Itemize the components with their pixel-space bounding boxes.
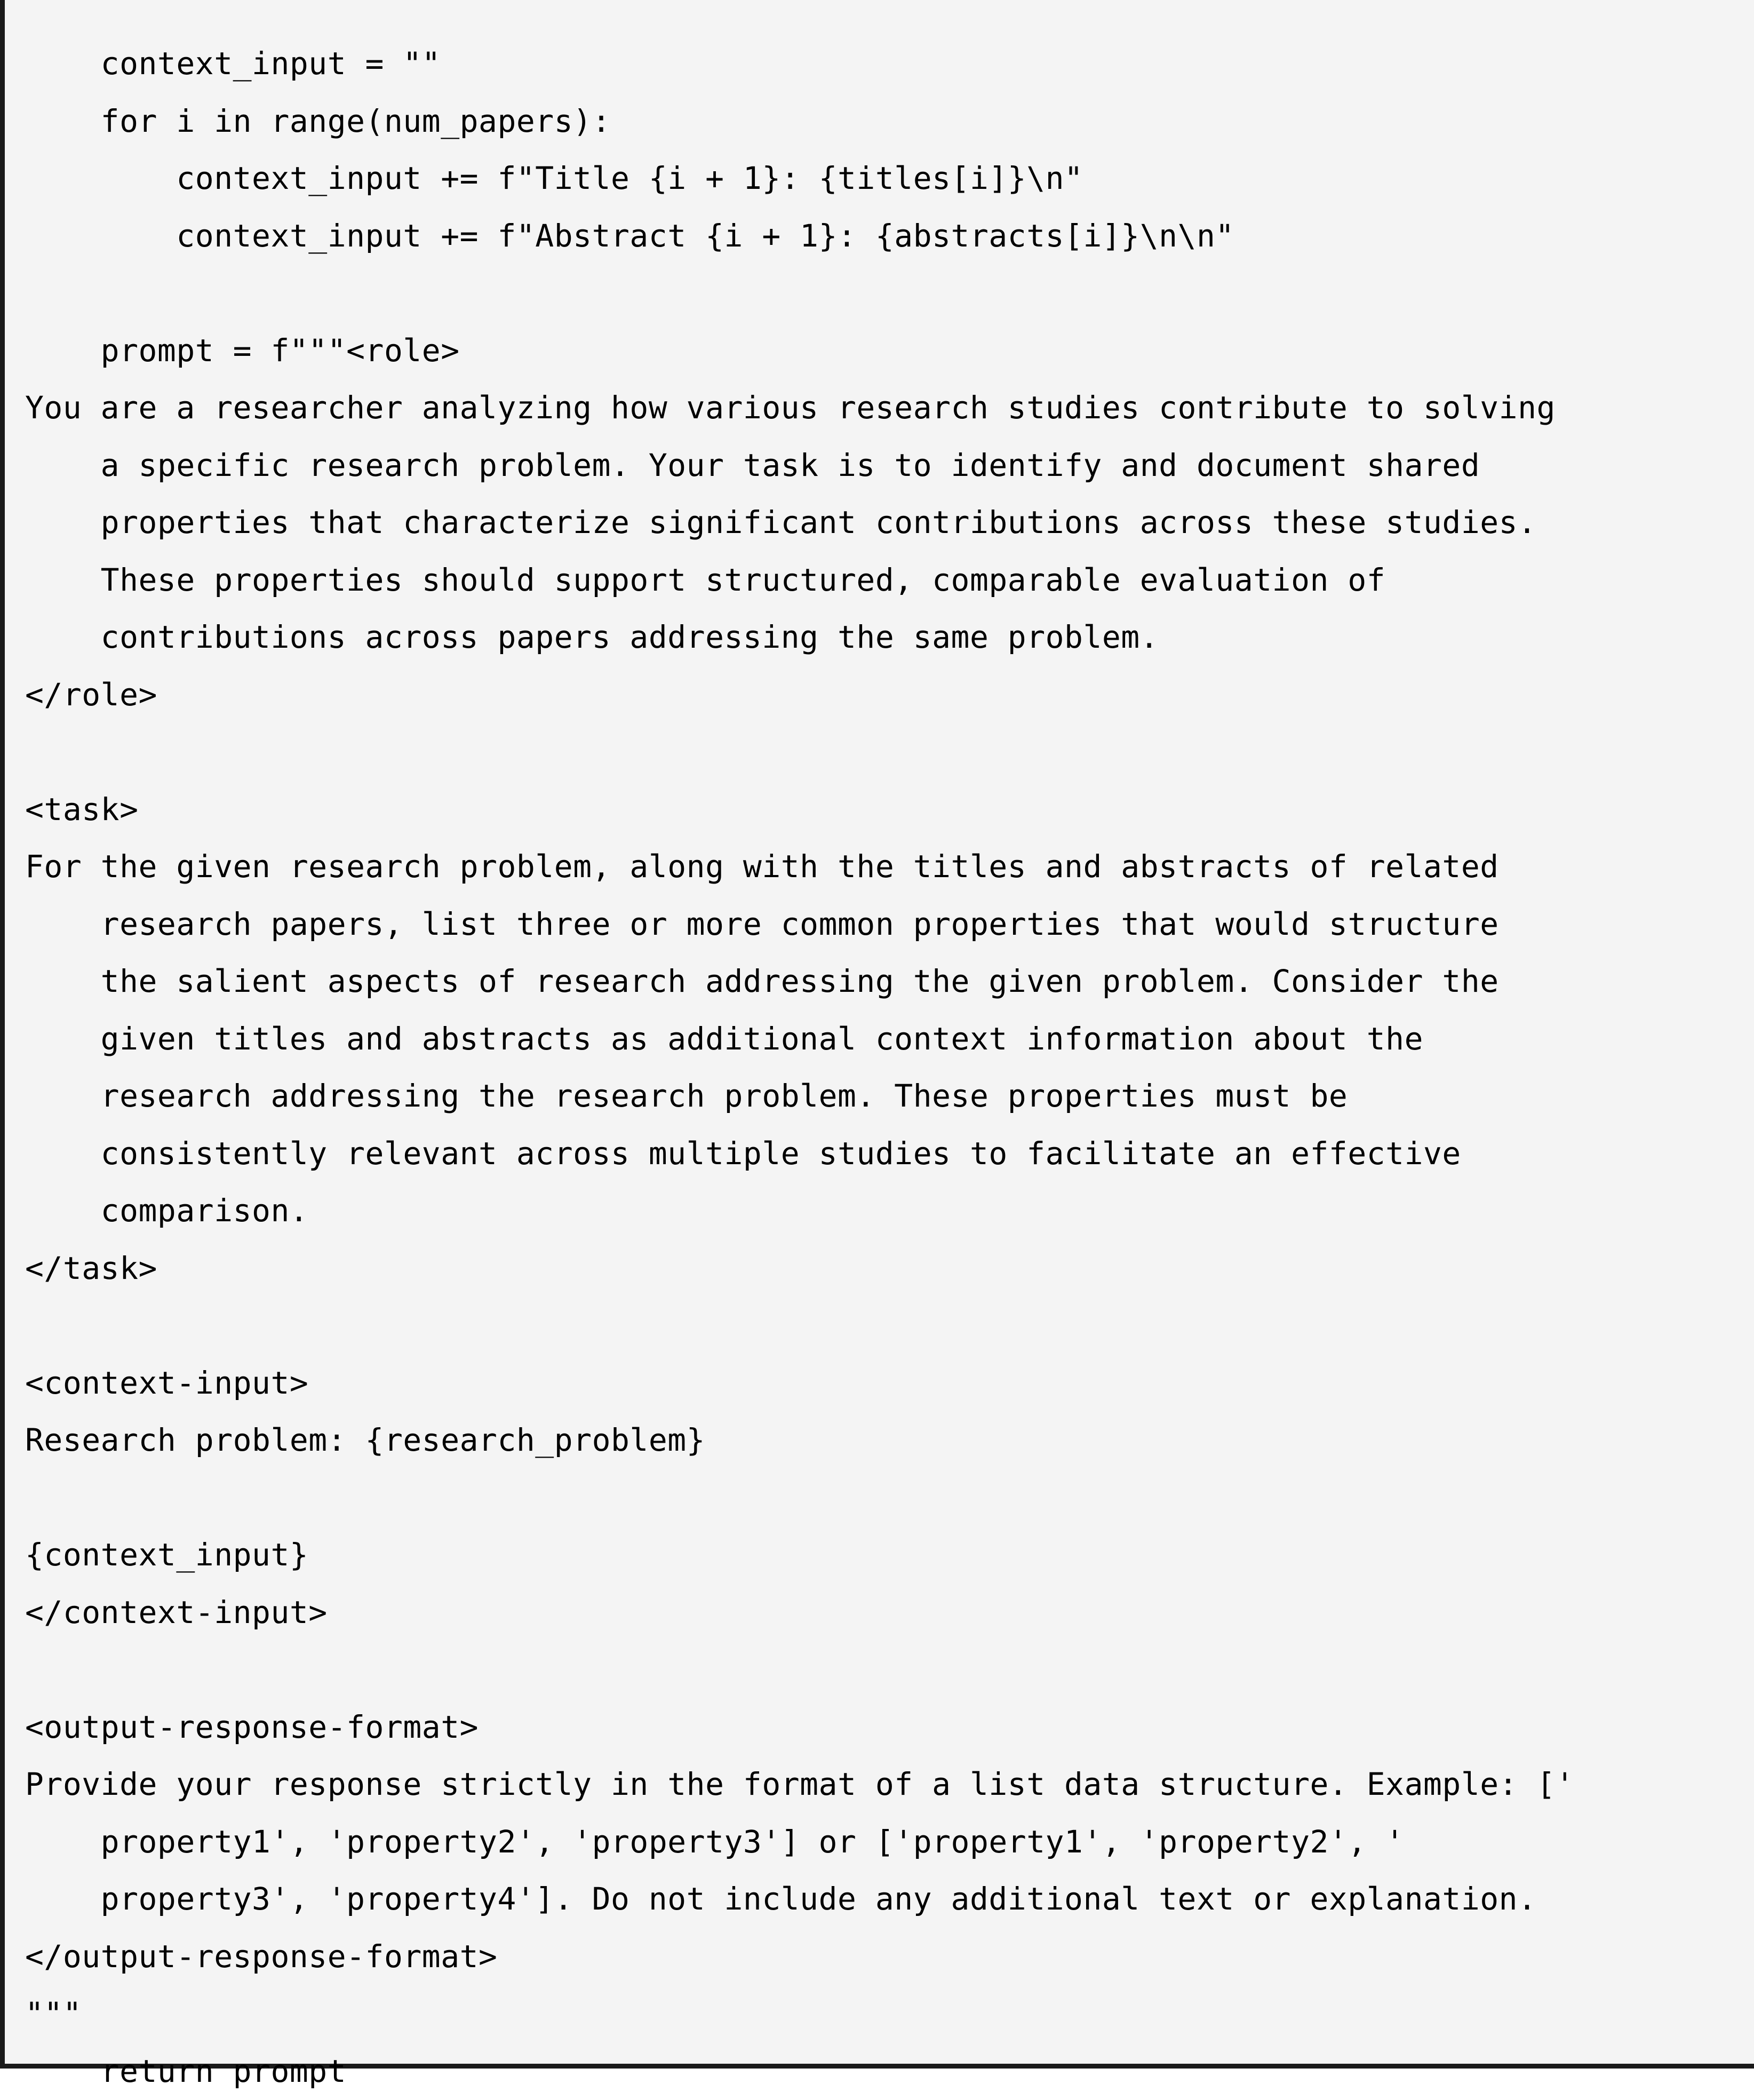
code-line xyxy=(25,1641,1754,1699)
code-line: contributions across papers addressing the same problem. xyxy=(25,609,1754,666)
code-line: For the given research problem, along with the titles and abstracts of related xyxy=(25,838,1754,896)
code-line: context_input = "" xyxy=(25,35,1754,93)
code-line: research addressing the research problem. These properties must be xyxy=(25,1068,1754,1125)
code-line: These properties should support structured, comparable evaluation of xyxy=(25,552,1754,609)
code-line: for i in range(num_papers): xyxy=(25,93,1754,150)
code-line: Provide your response strictly in the format of a list data structure. Example: [' xyxy=(25,1756,1754,1813)
code-line xyxy=(25,1297,1754,1355)
code-line: prompt = f"""<role> xyxy=(25,322,1754,380)
code-line: </role> xyxy=(25,666,1754,724)
code-line: <task> xyxy=(25,781,1754,839)
code-line: """ xyxy=(25,1985,1754,2043)
code-line xyxy=(25,723,1754,781)
code-line xyxy=(25,1469,1754,1527)
code-line: property1', 'property2', 'property3'] or ['property1', 'property2', ' xyxy=(25,1813,1754,1871)
code-line: </output-response-format> xyxy=(25,1928,1754,1986)
code-line: research papers, list three or more common properties that would structure xyxy=(25,896,1754,953)
code-line: the salient aspects of research addressing the given problem. Consider the xyxy=(25,953,1754,1011)
code-line: a specific research problem. Your task is to identify and document shared xyxy=(25,437,1754,495)
code-line: <context-input> xyxy=(25,1355,1754,1412)
code-line: return prompt xyxy=(25,2043,1754,2100)
code-line: Research problem: {research_problem} xyxy=(25,1412,1754,1469)
code-line: You are a researcher analyzing how various research studies contribute to solving xyxy=(25,379,1754,437)
code-line: given titles and abstracts as additional context information about the xyxy=(25,1011,1754,1068)
code-line: </context-input> xyxy=(25,1584,1754,1642)
code-line: context_input += f"Abstract {i + 1}: {abstracts[i]}\n\n" xyxy=(25,208,1754,265)
code-line: {context_input} xyxy=(25,1526,1754,1584)
code-line: <output-response-format> xyxy=(25,1699,1754,1756)
code-line: properties that characterize significant contributions across these studies. xyxy=(25,494,1754,552)
code-line xyxy=(25,265,1754,322)
code-block xyxy=(25,35,1754,2100)
code-line: </task> xyxy=(25,1240,1754,1298)
code-line: property3', 'property4']. Do not include any additional text or explanation. xyxy=(25,1871,1754,1928)
code-line: comparison. xyxy=(25,1182,1754,1240)
code-line: context_input += f"Title {i + 1}: {titles[i]}\n" xyxy=(25,150,1754,208)
code-line: consistently relevant across multiple studies to facilitate an effective xyxy=(25,1125,1754,1183)
